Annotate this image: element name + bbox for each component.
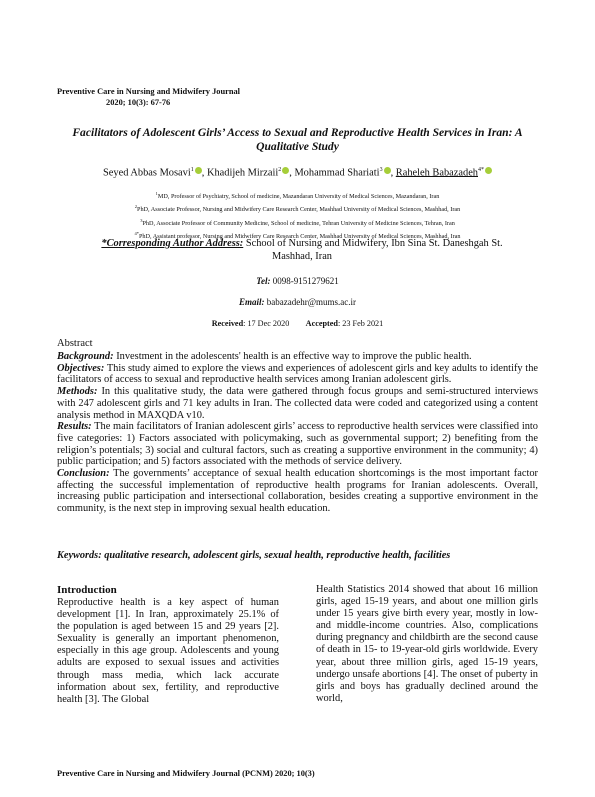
- affiliation: [57, 202, 538, 215]
- received-label: Received: [211, 319, 244, 328]
- email-value[interactable]: babazadehr@mums.ac.ir: [264, 297, 356, 307]
- accepted-date: : 23 Feb 2021: [337, 319, 384, 328]
- section-text: In this qualitative study, the data were gathered through focus groups and semi-structured interviews with 247 adolescent girls and 71 key adults in Iran. The collected data were coded and categorized using a content analysis method in MAXQDA v10.: [57, 386, 538, 421]
- section-label: Methods:: [57, 386, 98, 398]
- abstract-heading: Abstract: [57, 338, 93, 349]
- intro-paragraph: Health Statistics 2014 showed that about 16 million girls, aged 15-19 years, and about one million girls under 15 years give birth every year, mostly in low- and middle-income countries. Also, complications during pregnancy and childbirth are the second cause of death in 15- to 19-year-old girls worldwide. Every year, about three million girls, aged 15-19 years, undergo unsafe abortions [4]. The onset of puberty in girls and boys has gradually declined around the world,: [316, 584, 538, 704]
- affiliation-text: MD, Professor of Psychiatry, School of medicine, Mazandaran University of Medical Sciences, Mazandaran, Iran: [157, 193, 440, 201]
- author-name: Mohammad Shariati: [294, 167, 380, 179]
- abstract: [57, 351, 538, 515]
- section-label: Objectives:: [57, 362, 105, 374]
- abstract-objectives: [57, 363, 538, 386]
- section-label: Background:: [57, 351, 114, 362]
- tel-label: Tel:: [256, 276, 271, 286]
- journal-issue: 2020; 10(3): 67-76: [106, 98, 171, 107]
- affiliation-text: PhD, Associate Professor of Community Medicine, School of medicine, Tehran University of Medicine Sciences, Tehran, Iran: [142, 219, 455, 227]
- received-date: : 17 Dec 2020: [243, 319, 290, 328]
- author-sup: 3: [379, 167, 383, 173]
- intro-column-left: [57, 584, 279, 706]
- affiliation-sup: 3: [140, 217, 143, 223]
- paper-title: Facilitators of Adolescent Girls’ Access to Sexual and Reproductive Health Services in Iran: A Qualitative Study: [72, 126, 523, 153]
- author-name: Khadijeh Mirzaii: [206, 167, 279, 179]
- page-footer: Preventive Care in Nursing and Midwifery Journal (PCNM) 2020; 10(3): [57, 769, 315, 778]
- email-label: Email:: [238, 297, 265, 307]
- abstract-conclusion: [57, 468, 538, 515]
- abstract-results: [57, 421, 538, 468]
- affiliation: [57, 189, 538, 202]
- orcid-icon[interactable]: [282, 167, 289, 174]
- section-text: The governments’ acceptance of sexual health education shortcomings is the most important factor affecting the successful implementation of reproductive health programs for Iranian adolescents. Overall, increasing public participation and intersectional collaboration, besides creating a supportive environment in the community, is the next step in improving sexual health education.: [57, 468, 538, 515]
- orcid-icon[interactable]: [384, 167, 391, 174]
- introduction-heading: Introduction: [57, 584, 117, 596]
- intro-paragraph: Reproductive health is a key aspect of human development [1]. In Iran, approximately 25.1% of the population is aged between 15 and 29 years [2]. Sexuality is generally an important phenomenon, especially in this age group. Adolescents and young adults are exposed to sexual issues and activities through mass media, which lack accurate information about sex, fertility, and reproductive health [3]. The Global: [57, 597, 279, 705]
- affiliation-sup: 2: [134, 204, 137, 210]
- journal-name: Preventive Care in Nursing and Midwifery Journal: [57, 87, 241, 96]
- section-text: Investment in the adolescents' health is an effective way to improve the public health.: [113, 351, 472, 362]
- corresponding-text: School of Nursing and Midwifery, Ibn Sina St. Daneshgah St. Mashhad, Iran: [243, 238, 503, 262]
- section-label: Conclusion:: [57, 468, 110, 480]
- section-text: The main facilitators of Iranian adolescent girls’ access to reproductive health services were classified into five categories: 1) Factors associated with policymaking, such as governmental support; 2) benefiting from the religion’s potentials; 3) social and cultural factors, such as creating a supportive environment in the community; 4) public participation; and 5) factors associated with the methods of service delivery.: [57, 421, 538, 468]
- orcid-icon[interactable]: [195, 167, 202, 174]
- author-sup: 2: [278, 167, 282, 173]
- affiliation-text: PhD, Assistant professor, Nursing and Midwifery Care Research Center, Mashhad University of Medical Sciences, Mashhad, Iran: [138, 233, 461, 241]
- tel-value: 0098-9151279621: [270, 276, 339, 286]
- abstract-methods: [57, 386, 538, 421]
- author-sup: 4*: [478, 167, 484, 173]
- author-name: Seyed Abbas Mosavi: [103, 167, 191, 179]
- affiliation-text: PhD, Associate Professor, Nursing and Midwifery Care Research Center, Mashhad University of Medical Sciences, Mashhad, Iran: [137, 206, 461, 214]
- intro-column-right: [316, 584, 538, 705]
- dates: [57, 319, 538, 328]
- orcid-icon[interactable]: [485, 167, 492, 174]
- affiliation: [57, 216, 538, 229]
- author-sup: 1: [190, 167, 194, 173]
- journal-header: [57, 86, 240, 108]
- corresponding-address: [96, 237, 508, 263]
- keywords: Keywords: qualitative research, adolescent girls, sexual health, reproductive health, facilities: [57, 550, 451, 561]
- abstract-background: [57, 351, 538, 363]
- accepted-label: Accepted: [305, 319, 338, 328]
- section-text: This study aimed to explore the views and experiences of adolescent girls and key adults to identify the facilitators of access to sexual and reproductive health services among Iranian adolescent girls.: [57, 362, 538, 386]
- affiliations: [57, 189, 538, 242]
- author-list: Seyed Abbas Mosavi$^1$ , Khadijeh Mirzaii$^2$ , Mohammad Shariati$^3$ , Raheleh Babazadeh$^{4*}$: [57, 167, 538, 178]
- affiliation-sup: 1: [155, 191, 158, 196]
- email: [57, 297, 538, 307]
- section-label: Results:: [57, 421, 92, 433]
- telephone: [57, 276, 538, 286]
- corresponding-author-name: Raheleh Babazadeh: [395, 167, 478, 179]
- corresponding-label: *Corresponding Author Address:: [101, 238, 244, 249]
- affiliation-sup: 4*: [134, 231, 139, 237]
